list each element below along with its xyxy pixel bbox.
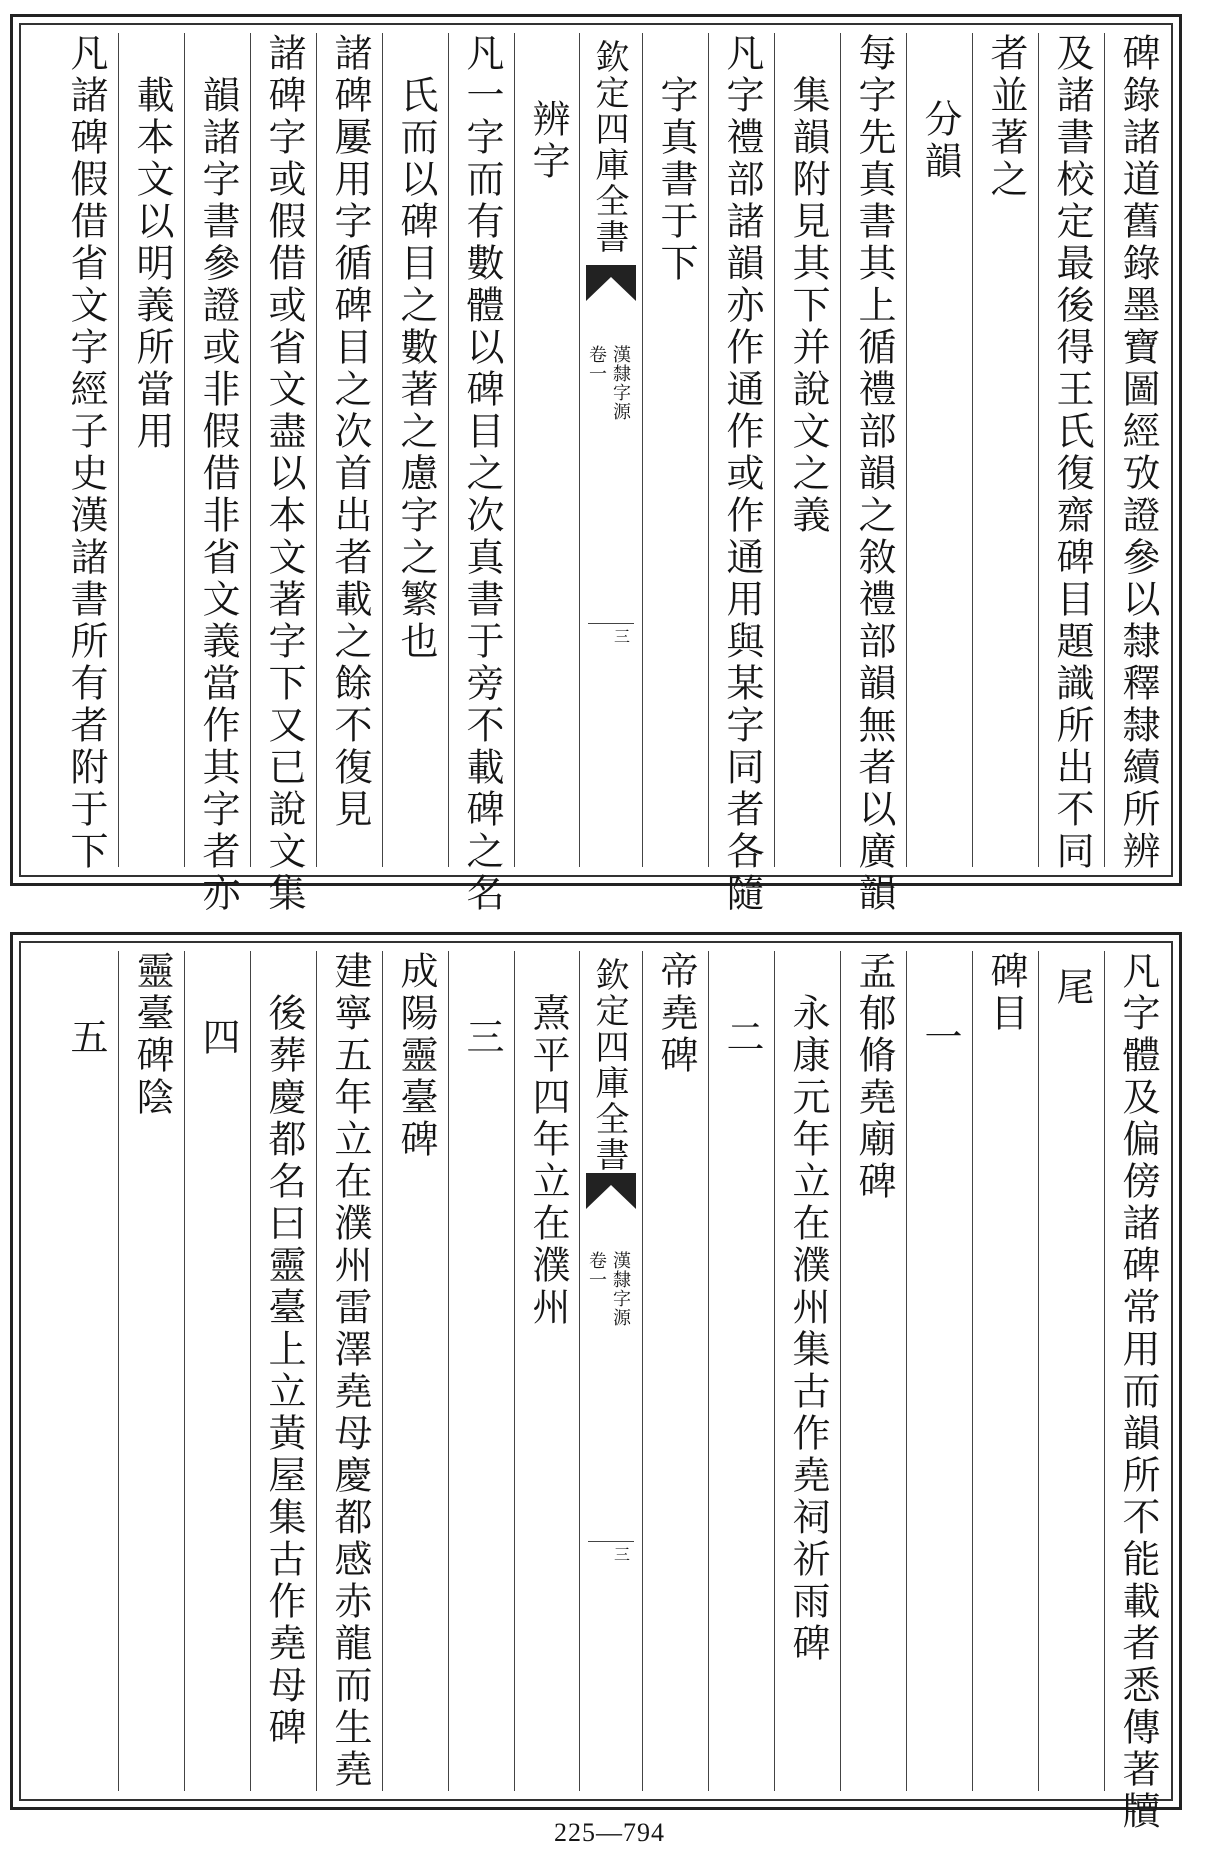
column-text: 碑目 <box>984 951 1028 1035</box>
volume-label: 卷一 <box>586 1251 607 1289</box>
book-collection-title: 欽定四庫全書 <box>589 39 629 255</box>
fishtail-mark-icon <box>586 265 636 305</box>
text-column <box>774 33 841 867</box>
text-column <box>250 951 317 1791</box>
column-text: 字真書于下 <box>654 75 698 285</box>
text-column <box>514 951 581 1791</box>
column-text: 集韻附見其下并說文之義 <box>786 75 830 537</box>
top-page-frame <box>19 23 1173 915</box>
text-column <box>642 951 709 1791</box>
text-column <box>1038 33 1105 873</box>
column-text: 五 <box>64 1017 108 1059</box>
text-column <box>250 33 317 915</box>
text-column <box>316 33 383 867</box>
column-text: 每字先真書其上循禮部韻之敘禮部韻無者以廣韻 <box>852 33 896 915</box>
column-text: 諸碑字或假借或省文盡以本文著字下又已說文集 <box>262 33 306 915</box>
column-text: 韻諸字書參證或非假借非省文義當作其字者亦 <box>196 75 240 915</box>
column-text: 孟郁脩堯廟碑 <box>852 951 896 1203</box>
text-column <box>19 951 119 1791</box>
text-column <box>184 951 251 1791</box>
text-column <box>1038 951 1105 1791</box>
text-column <box>448 951 515 1791</box>
text-column <box>840 951 907 1791</box>
book-title-small: 漢隸字源 <box>610 345 631 421</box>
column-text: 者並著之 <box>984 33 1028 201</box>
fishtail-mark-icon <box>586 1173 636 1213</box>
column-text: 帝堯碑 <box>654 951 698 1077</box>
text-column <box>184 33 251 915</box>
column-text: 二 <box>720 1017 764 1059</box>
column-text: 碑錄諸道舊錄墨寶圖經攷證參以隸釋隸續所辨 <box>1116 33 1160 873</box>
column-text: 凡諸碑假借省文字經子史漢諸書所有者附于下 <box>64 33 108 873</box>
leaf-number: 三 <box>588 623 634 647</box>
text-column <box>906 951 973 1791</box>
text-column <box>514 33 581 867</box>
text-column <box>906 33 973 867</box>
text-column <box>642 33 709 867</box>
book-title-small: 漢隸字源 <box>610 1251 631 1327</box>
column-text: 及諸書校定最後得王氏復齋碑目題識所出不同 <box>1050 33 1094 873</box>
column-text: 建寧五年立在濮州雷澤堯母慶都感赤龍而生堯 <box>328 951 372 1791</box>
text-column <box>118 951 185 1791</box>
column-text: 靈臺碑陰 <box>130 951 174 1119</box>
text-column <box>382 951 449 1791</box>
column-text: 氏而以碑目之數著之慮字之繁也 <box>394 75 438 663</box>
column-text: 永康元年立在濮州集古作堯祠祈雨碑 <box>786 993 830 1665</box>
book-collection-title: 欽定四庫全書 <box>589 957 629 1173</box>
column-text: 後葬慶都名曰靈臺上立黃屋集古作堯母碑 <box>262 993 306 1749</box>
column-text: 分韻 <box>918 99 962 183</box>
text-column <box>708 33 775 915</box>
text-column <box>972 951 1039 1791</box>
leaf-number: 三 <box>588 1541 634 1565</box>
top-page <box>10 14 1182 915</box>
column-text: 諸碑屢用字循碑目之次首出者載之餘不復見 <box>328 33 372 831</box>
text-column <box>708 951 775 1791</box>
text-column <box>840 33 907 915</box>
text-column <box>382 33 449 867</box>
column-text: 載本文以明義所當用 <box>130 75 174 453</box>
text-column <box>774 951 841 1791</box>
volume-label: 卷一 <box>586 345 607 383</box>
column-text: 辨字 <box>526 99 570 183</box>
column-text: 凡字禮部諸韻亦作通作或作通用與某字同者各隨 <box>720 33 764 915</box>
column-text: 凡一字而有數體以碑目之次真書于旁不載碑之名 <box>460 33 504 915</box>
center-fold <box>579 33 643 867</box>
text-column <box>1104 951 1171 1833</box>
page-footer-number: 225—794 <box>554 1818 665 1847</box>
column-text: 成陽靈臺碑 <box>394 951 438 1161</box>
column-text: 三 <box>460 1017 504 1059</box>
text-column <box>972 33 1039 867</box>
text-column <box>118 33 185 867</box>
text-column <box>1104 33 1171 873</box>
column-text: 四 <box>196 1017 240 1059</box>
column-text: 一 <box>918 1017 962 1059</box>
column-text: 凡字體及偏傍諸碑常用而韻所不能載者悉傳著牘 <box>1116 951 1160 1833</box>
center-fold <box>579 951 643 1791</box>
column-text: 尾 <box>1050 967 1094 1009</box>
column-text: 熹平四年立在濮州 <box>526 993 570 1329</box>
text-column <box>316 951 383 1791</box>
text-column <box>19 33 119 873</box>
text-column <box>448 33 515 915</box>
